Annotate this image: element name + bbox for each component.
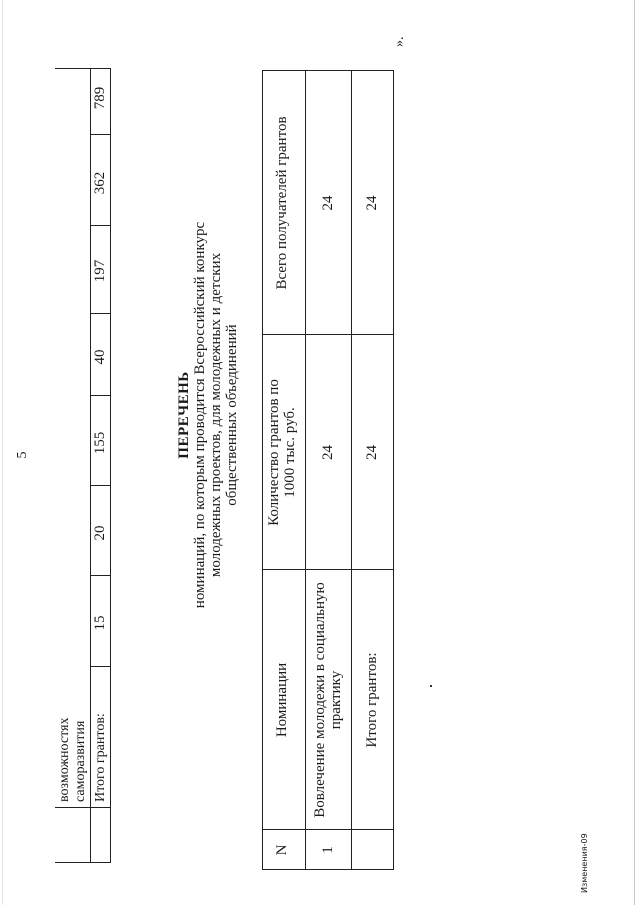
- header-grant-count: Количество грантов по 1000 тыс. руб.: [266, 379, 298, 526]
- page-number: 5: [15, 451, 30, 459]
- grants-summary-table: [55, 68, 111, 863]
- value-cell: 155: [92, 431, 108, 455]
- heading-subtitle-line: общественных объединений: [224, 324, 240, 506]
- value-cell: 40: [92, 349, 108, 365]
- column-divider: [91, 313, 110, 314]
- value-cell: 197: [92, 259, 108, 283]
- total-row-label: Итого грантов:: [364, 652, 380, 748]
- column-divider: [91, 225, 110, 226]
- column-divider: [91, 666, 110, 667]
- table-border-bottom: [393, 70, 394, 870]
- heading-subtitle-line: молодежных проектов, для молодежных и детских: [208, 252, 224, 578]
- header-n: N: [274, 844, 290, 856]
- total-grant-count: 24: [364, 445, 380, 460]
- table-row-label: [55, 68, 90, 863]
- footer-note: Изменения-09: [580, 833, 589, 893]
- heading-subtitle-line: номинаций, по которым проводится Всероссийский конкурс: [192, 221, 208, 609]
- row-number: 1: [320, 846, 336, 854]
- row-label-self-development: возможностях саморазвития: [57, 717, 88, 802]
- value-cell: 362: [92, 171, 108, 195]
- value-cell: 15: [92, 615, 108, 631]
- value-cell: 20: [92, 525, 108, 541]
- column-divider: [55, 807, 90, 808]
- total-grants-label: Итого грантов:: [93, 713, 108, 802]
- value-cell: 789: [92, 86, 108, 110]
- heading-title: ПЕРЕЧЕНЬ: [176, 371, 192, 459]
- grant-count-cell: 24: [320, 445, 336, 460]
- header-divider: [305, 70, 306, 870]
- total-recipients: 24: [364, 195, 380, 211]
- row-divider: [351, 70, 352, 870]
- table-border-top: [262, 70, 263, 870]
- header-total-recipients: Всего получателей грантов: [274, 116, 290, 290]
- total-recipients-cell: 24: [320, 195, 336, 211]
- column-divider: [91, 485, 110, 486]
- scan-speck: [430, 685, 432, 687]
- document-heading: [176, 165, 240, 665]
- column-divider: [91, 575, 110, 576]
- column-divider: [91, 807, 110, 808]
- nominations-table: [262, 70, 394, 870]
- header-nominations: Номинации: [274, 662, 290, 738]
- closing-quote: ».: [392, 36, 407, 47]
- nomination-name: Вовлечение молодежи в социальную практику: [312, 582, 344, 818]
